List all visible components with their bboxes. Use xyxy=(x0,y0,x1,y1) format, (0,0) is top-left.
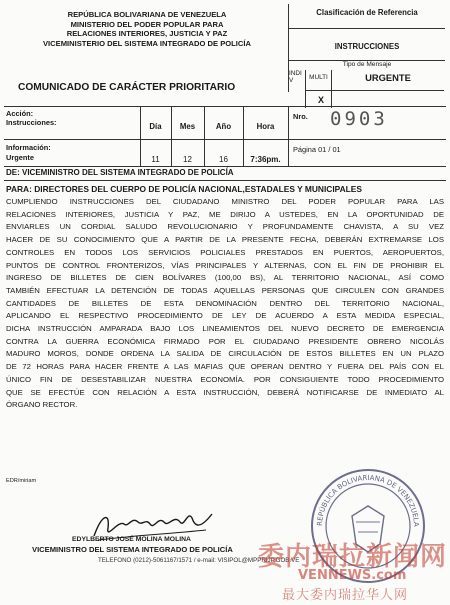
body-line: MADURO MOROS, DONDE ORDENA LA SALIDA DE CIRCULACIÓN DE ESTOS BILLETES EN UN PLAZO xyxy=(6,349,444,359)
body-line: CONTROLES EN TODOS LOS SERVICIOS POLICIALES PRESTADOS EN PUERTOS, AEROPUERTOS, xyxy=(6,247,444,257)
letterhead-line-4: VICEMINISTERIO DEL SISTEMA INTEGRADO DE POLICÍA xyxy=(42,38,251,48)
value-dia: 11 xyxy=(151,155,160,164)
watermark-site: VENNEWS.com xyxy=(298,568,407,583)
divider xyxy=(4,166,446,167)
priority-value: URGENTE xyxy=(365,72,411,83)
message-type-row xyxy=(288,70,444,108)
informacion-label: Información: xyxy=(6,143,51,152)
letterhead-line-3: RELACIONES INTERIORES, JUSTICIA Y PAZ xyxy=(66,29,228,39)
document-title: COMUNICADO DE CARÁCTER PRIORITARIO xyxy=(18,82,236,93)
body-line: PUNTOS DE CONTROL FRONTERIZOS, VÍAS PRINCIPALES Y ALTERNAS, CON EL FIN DE PROHIBIR EL xyxy=(6,260,444,270)
body-line: CANTIDADES DE BILLETES DE ESTA DENOMINACIÓN DENTRO DEL TERRITORIO NACIONAL, xyxy=(6,298,444,308)
watermark-slogan: 最大委内瑞拉华人网 xyxy=(282,588,409,603)
divider xyxy=(4,180,446,181)
divider xyxy=(306,90,444,91)
classification-title: Clasificación de Referencia xyxy=(316,8,418,17)
body-line: ÓRGANO RECTOR. xyxy=(6,400,78,410)
column-ano: Año xyxy=(215,122,232,131)
sender-line: DE: VICEMINISTRO DEL SISTEMA INTEGRADO DE POLICÍA xyxy=(6,168,234,177)
body-line: CUMPLIENDO INSTRUCCIONES DEL CIUDADANO MINISTRO DEL PODER POPULAR PARA LAS xyxy=(6,197,444,206)
divider xyxy=(4,106,446,107)
body-line: DICHA INSTRUCCIÓN AMPARADA BAJO LOS LINEAMIENTOS DEL NUEVO DECRETO DE EMERGENCIA xyxy=(6,324,444,334)
body-line: APLICANDO EL RESPECTIVO PROCEDIMIENTO DE LEY DE ACUERDO A ESTA MEDIDA ESPECIAL, xyxy=(6,311,444,321)
recipient-line: PARA: DIRECTORES DEL CUERPO DE POLICÍA NACIONAL,ESTADALES Y MUNICIPALES xyxy=(6,184,362,194)
divider xyxy=(4,139,446,140)
value-hora: 7:36pm. xyxy=(250,155,281,164)
message-type-label: Tipo de Mensaje xyxy=(342,61,392,68)
watermark-title: 委内瑞拉新闻网 xyxy=(258,542,448,572)
accion-label: Acción: xyxy=(6,109,34,118)
column-mes: Mes xyxy=(179,122,196,131)
page-number: Página 01 / 01 xyxy=(293,145,341,154)
column-hora: Hora xyxy=(256,122,275,131)
body-line: QUE SE EFECTÚE CON RELACIÓN A ESTA INSTRUCCIÓN, DEBERÁ NOTIFICARSE DE INMEDIATO AL xyxy=(6,387,444,397)
signer-name: EDYLBERTO JOSÉ MOLINA MOLINA xyxy=(72,536,191,543)
body-line: RELACIONES INTERIORES, JUSTICIA Y PAZ, ME DIRIJO A USTEDES, EN LA OPORTUNIDAD DE xyxy=(6,209,444,219)
letterhead-line-2: MINISTERIO DEL PODER POPULAR PARA xyxy=(70,19,224,29)
typist-initials: EDR/miriam xyxy=(6,478,37,484)
letterhead xyxy=(12,10,282,48)
signer-title: VICEMINISTRO DEL SISTEMA INTEGRADO DE POLICÍA xyxy=(32,545,233,554)
indiv-cell: INDI V xyxy=(288,70,306,108)
multi-mark: X xyxy=(318,95,325,105)
nro-label: Nro. xyxy=(293,112,308,121)
body-line: HACER DE SU CONOCIMIENTO QUE A PARTIR DE LA PRESENTE FECHA, DEBERÁN EXTREMARSE LOS xyxy=(6,235,444,245)
nro-value: 0903 xyxy=(330,108,388,130)
body-line: INGRESO DE BILLETES DE CIEN BOLÍVARES (100,00 BS), AL TERRITORIO NACIONAL, ASÍ COMO xyxy=(6,273,444,283)
letterhead-line-1: REPÚBLICA BOLIVARIANA DE VENEZUELA xyxy=(67,10,227,19)
classification-value: INSTRUCCIONES xyxy=(334,42,400,51)
instrucciones-label: Instrucciones: xyxy=(6,118,57,127)
column-dia: Día xyxy=(149,122,162,131)
message-body xyxy=(6,196,444,412)
body-line: ENVIARLES UN CORDIAL SALUDO REVOLUCIONARIO Y PROFUNDAMENTE CHAVISTA, A SU VEZ xyxy=(6,222,444,232)
body-line: TAMBIÉN EFECTUAR LA DETENCIÓN DE TODAS AQUELLAS PERSONAS QUE CIRCULEN CON GRANDES xyxy=(6,285,444,295)
contact-line: TELEFONO (0212)-5061167/1571 / e-mail: VISIPOL@MPPRIJP.GOB.VE xyxy=(98,557,300,564)
body-line: DE 72 HORAS PARA HACER FRENTE A LAS MAFIAS QUE OPERAN DENTRO Y FUERA DEL PAÍS CON EL xyxy=(6,362,444,372)
value-ano: 16 xyxy=(219,155,228,164)
svg-text:REPÚBLICA BOLIVARIANA DE VENEZ: REPÚBLICA BOLIVARIANA DE VENEZUELA xyxy=(315,473,421,527)
body-line: CONTRA LA GUERRA ECONÓMICA FIRMADO POR EL CIUDADANO PRESIDENTE OBRERO NICOLÁS xyxy=(6,336,444,346)
divider xyxy=(289,28,445,29)
divider xyxy=(288,106,289,166)
body-line: ÚNICO FIN DE DESESTABILIZAR NUESTRA ECONOMÍA. POR CONSIGUIENTE TODO PROCEDIMIENTO xyxy=(6,374,444,384)
multi-cell: MULTI xyxy=(306,70,332,108)
value-mes: 12 xyxy=(183,155,192,164)
urgente-label: Urgente xyxy=(6,153,34,162)
